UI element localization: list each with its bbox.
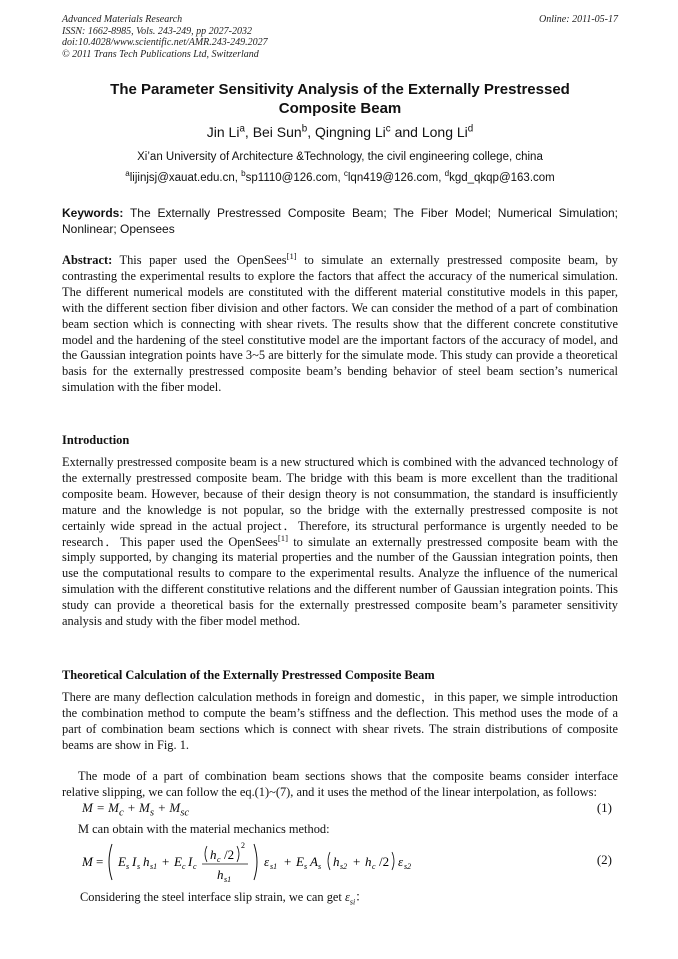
svg-text:h: h [333, 854, 340, 869]
equation-2-number: (2) [596, 852, 612, 867]
author-separator: , [307, 124, 315, 140]
svg-text:2: 2 [241, 841, 245, 850]
citation-ref: [1] [277, 532, 288, 543]
svg-text:s: s [137, 862, 141, 871]
introduction-paragraph [62, 455, 618, 630]
author-list [62, 123, 618, 141]
author-name: Bei Sun [252, 124, 302, 140]
email-mark: c [343, 169, 348, 179]
slip-strain-colon: ： [355, 890, 368, 904]
abstract-block [62, 250, 619, 396]
svg-text:s: s [126, 862, 130, 871]
slip-strain-symbol: ε [344, 890, 350, 904]
email-list [62, 171, 618, 185]
paper-title [62, 80, 618, 118]
author-mark: c [385, 123, 391, 135]
affiliation: Xi’an University of Architecture &Technology, the civil engineering college, china [137, 151, 543, 163]
copyright-line: © 2011 Trans Tech Publications Ltd, Switzerland [62, 48, 259, 60]
svg-text:+: + [162, 854, 170, 869]
svg-text:A: A [310, 854, 318, 869]
author-mark: b [301, 123, 308, 135]
email-address: lqn419@126.com, [347, 172, 445, 184]
keywords-text: The Externally Prestressed Composite Beam; The Fiber Model; Numerical Simulation; Nonlinear; Opensees [62, 206, 618, 236]
email-address: kgd_qkqp@163.com [449, 172, 555, 184]
theory-paragraph-2: The mode of a part of combination beam sections shows that the composite beams consider interface relative slipping, we can follow the eq.(1)~(7), and it uses the method of the linear interpolation, as follows: [62, 769, 618, 799]
journal-header [62, 14, 618, 60]
svg-text:E: E [174, 854, 182, 869]
svg-text:c: c [372, 862, 376, 871]
svg-text:M: M [82, 854, 93, 869]
svg-text:I: I [188, 854, 193, 869]
slip-strain-line [80, 887, 368, 906]
theory-heading: Theoretical Calculation of the Externally Prestressed Composite Beam [62, 668, 435, 682]
online-date: Online: 2011-05-17 [539, 14, 618, 25]
journal-name: Advanced Materials Research [62, 14, 183, 25]
author-name: Long Li [421, 124, 468, 140]
svg-text:s: s [318, 862, 322, 871]
abstract-text-start: This paper used the OpenSees [112, 253, 287, 267]
equation-2 [62, 838, 618, 886]
svg-text:/2: /2 [224, 847, 235, 862]
svg-text:h: h [217, 867, 224, 882]
author-and: and [390, 124, 422, 140]
svg-text:s1: s1 [150, 862, 158, 871]
email-address: sp1110@126.com, [245, 172, 344, 184]
svg-text:s2: s2 [340, 862, 348, 871]
svg-text:/2: /2 [379, 854, 390, 869]
equation-2-formula [82, 838, 552, 886]
svg-text:+: + [284, 854, 292, 869]
svg-text:ε: ε [264, 854, 270, 869]
svg-text:s1: s1 [224, 875, 232, 884]
svg-text:I: I [132, 854, 137, 869]
email-address: lijinjsj@xauat.edu.cn, [129, 172, 242, 184]
svg-text:s1: s1 [270, 862, 278, 871]
email-mark: d [444, 169, 450, 179]
svg-text:E: E [296, 854, 304, 869]
author-name: Jin Li [206, 124, 240, 140]
abstract-label: Abstract: [62, 253, 113, 267]
author-mark: a [239, 123, 245, 135]
svg-text:+: + [353, 854, 361, 869]
abstract-text-rest: to simulate an externally prestressed composite beam, by contrasting the experimental results to explore the factors that affect the accuracy of the numerical simulation. The different numerical models are constituted with the different material constitutive models in this paper, with the different section fiber division and other factors. We can consider the method of a part of combination beam section which is connecting with shear rivets. The results show that the different concrete constitutive model and the hardening of the steel constitutive model are the important factors of the accuracy of model, and the Gaussian integration points have 3~5 are bitterly for the simulate mode. This study can provide a theoretical basis for the externally prestressed composite beam’s bending behavior of steel beam section’s numerical simulation with the fiber model. [62, 253, 619, 395]
slip-strain-subscript: si [349, 897, 356, 907]
author-mark: d [467, 123, 474, 135]
svg-text:h: h [365, 854, 372, 869]
author-name: Qingning Li [314, 124, 386, 140]
intro-text-rest: to simulate an externally prestressed composite beam with the simply supported, by changing its material properties and the number of the Gaussian integration points, then use the computational results to compare to the experimental results. Analyze the influence of the numerical simulation with the different constitutive relations and the different number of Gaussian integration points. This study can provide a theoretical basis for the externally prestressed composite beam’s parameter sensitivity analysis and study with the fiber model method. [62, 534, 618, 629]
issn-line: ISSN: 1662-8985, Vols. 243-249, pp 2027-2032 [62, 25, 252, 37]
slip-strain-text: Considering the steel interface slip strain, we can get [80, 890, 345, 904]
title-line-2: Composite Beam [278, 100, 402, 117]
equation-1 [62, 800, 618, 820]
svg-text:c: c [217, 855, 221, 864]
svg-text:s2: s2 [404, 862, 412, 871]
email-mark: a [125, 169, 130, 179]
equation-intro-text: M can obtain with the material mechanics method: [78, 822, 330, 836]
equation-1-formula: $M = M_c + M_s + M_{sc}$ [82, 800, 190, 819]
citation-ref: [1] [286, 250, 297, 261]
author-separator: , [244, 124, 253, 140]
svg-text:h: h [143, 854, 150, 869]
svg-text:c: c [182, 862, 186, 871]
svg-text:s: s [304, 862, 308, 871]
doi-line: doi:10.4028/www.scientific.net/AMR.243-249.2027 [62, 37, 268, 48]
introduction-heading: Introduction [62, 433, 130, 447]
svg-text:c: c [193, 862, 197, 871]
theory-paragraph-1: There are many deflection calculation methods in foreign and domestic，in this paper, we simple introduction the combination method to compute the beam’s stiffness and the deflection. This method uses the mode of a part of combination beam sections which is connect with shear rivets. The strain distributions of composite beams are show in Fig. 1. [62, 690, 618, 752]
title-line-1: The Parameter Sensitivity Analysis of the Externally Prestressed [110, 81, 570, 98]
intro-text-start: Externally prestressed composite beam is a new structured which is combined with the advanced technology of the externally prestressed composite beam. The bridge with this beam is more excellent than the traditional composite beam. However, because of their design theory is not consummation, the standard is insufficiently mature and the knowledge is not popular, so the bridge with the externally prestressed composite is not certainly wide spread in the actual project．Therefore, its structural performance is urgently needed to be research．This paper used the OpenSees [62, 455, 618, 549]
equation-1-number: (1) [596, 800, 612, 815]
svg-text:=: = [96, 854, 104, 869]
svg-text:E: E [118, 854, 126, 869]
svg-text:ε: ε [398, 854, 404, 869]
email-mark: b [241, 169, 246, 179]
keywords-label: Keywords: [62, 206, 124, 220]
keywords-block [62, 206, 618, 237]
svg-text:h: h [210, 847, 217, 862]
